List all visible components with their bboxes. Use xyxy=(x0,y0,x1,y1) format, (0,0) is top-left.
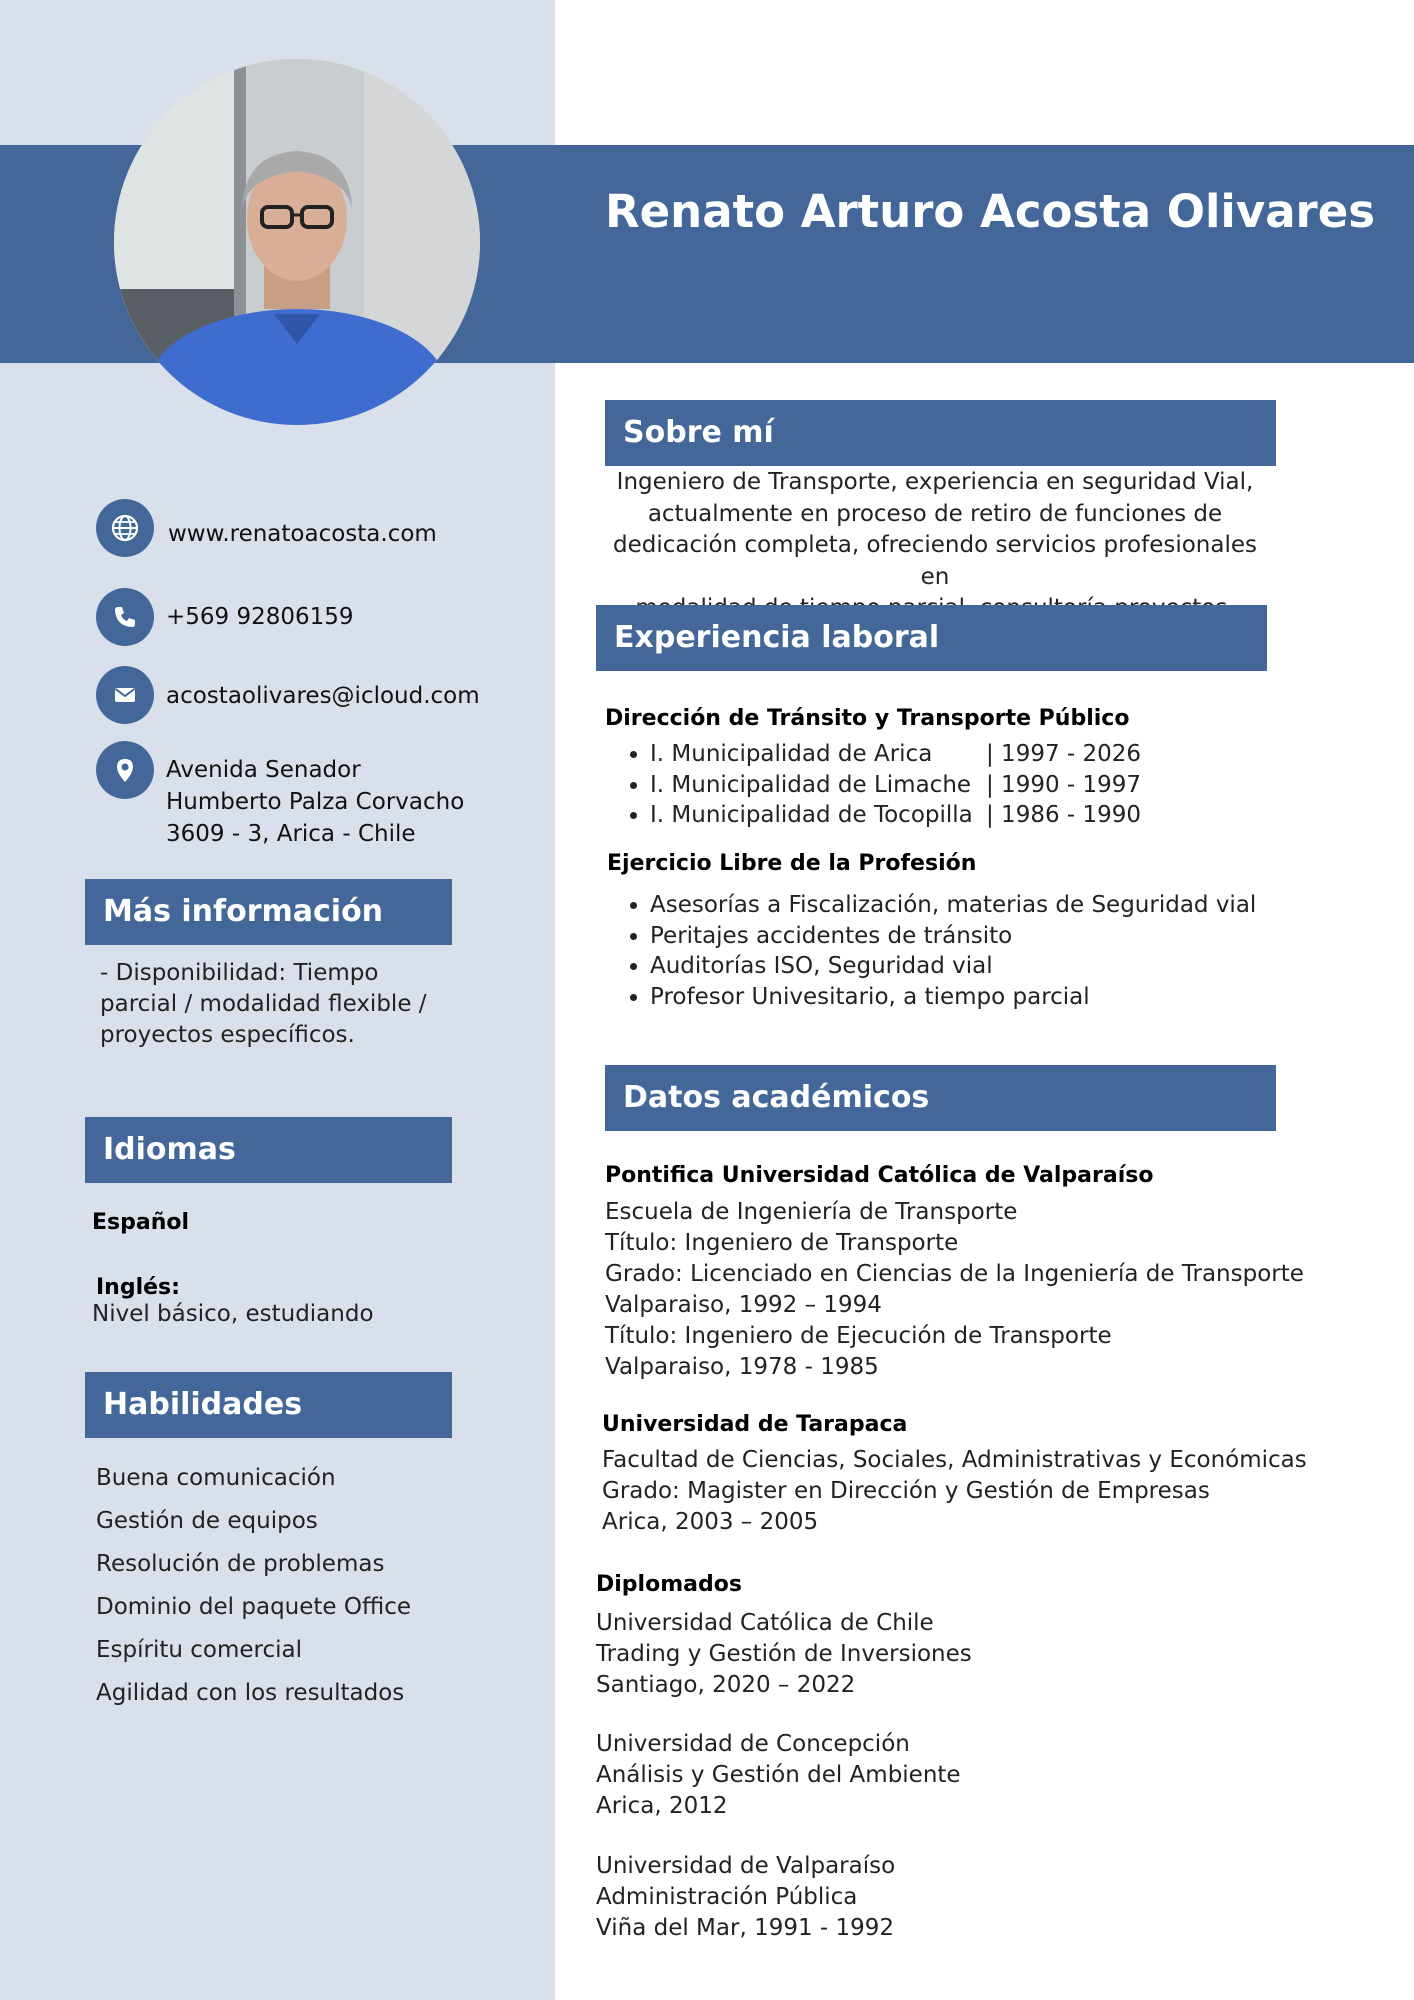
person-name: Renato Arturo Acosta Olivares xyxy=(605,185,1376,238)
detail-line: Título: Ingeniero de Transporte xyxy=(605,1230,959,1256)
experience-years: | 1997 - 2026 xyxy=(986,741,1142,767)
about-line: actualmente en proceso de retiro de funciones de xyxy=(647,500,1223,527)
mas-informacion-text xyxy=(100,958,427,1051)
diplomado-block xyxy=(596,1608,972,1701)
skill-item: Agilidad con los resultados xyxy=(96,1680,405,1706)
skill-item: Buena comunicación xyxy=(96,1465,336,1491)
detail-line: Título: Ingeniero de Ejecución de Transporte xyxy=(605,1323,1112,1349)
detail-line: Escuela de Ingeniería de Transporte xyxy=(605,1199,1018,1225)
skill-item: Resolución de problemas xyxy=(96,1551,385,1577)
list-item xyxy=(650,800,1141,831)
experience-place: I. Municipalidad de Tocopilla xyxy=(650,802,973,828)
language-english-level: Nivel básico, estudiando xyxy=(92,1301,374,1327)
address xyxy=(166,754,464,850)
university-details xyxy=(602,1445,1307,1538)
sobre-mi-text xyxy=(600,467,1270,625)
detail-line: Santiago, 2020 – 2022 xyxy=(596,1672,856,1698)
diplomado-block xyxy=(596,1851,895,1944)
detail-line: Análisis y Gestión del Ambiente xyxy=(596,1762,961,1788)
experience-group-title: Ejercicio Libre de la Profesión xyxy=(607,851,977,876)
detail-line: Valparaiso, 1992 – 1994 xyxy=(605,1292,882,1318)
university-details xyxy=(605,1197,1304,1383)
portrait-illustration xyxy=(114,59,480,425)
about-line: Ingeniero de Transporte, experiencia en seguridad Vial, xyxy=(616,469,1254,495)
university-title: Universidad de Tarapaca xyxy=(602,1412,908,1437)
diplomados-title: Diplomados xyxy=(596,1572,742,1597)
section-header-habilidades: Habilidades xyxy=(85,1372,452,1438)
university-title: Pontifica Universidad Católica de Valparaíso xyxy=(605,1163,1154,1188)
detail-line: Universidad de Concepción xyxy=(596,1731,910,1757)
detail-line: Administración Pública xyxy=(596,1884,858,1910)
mas-info-line: proyectos específicos. xyxy=(100,1022,355,1048)
list-item: • Auditorías ISO, Seguridad vial xyxy=(650,951,1256,982)
section-header-mas-informacion: Más información xyxy=(85,879,452,945)
section-header-idiomas: Idiomas xyxy=(85,1117,452,1183)
language-english: Inglés: xyxy=(96,1275,180,1300)
skill-item: Dominio del paquete Office xyxy=(96,1594,412,1620)
address-line: Humberto Palza Corvacho xyxy=(166,789,465,815)
experience-years: | 1986 - 1990 xyxy=(986,802,1142,828)
experience-list-ejercicio xyxy=(605,890,1256,1012)
language-spanish: Español xyxy=(92,1210,190,1235)
detail-line: Universidad Católica de Chile xyxy=(596,1610,934,1636)
detail-line: Grado: Licenciado en Ciencias de la Ingeniería de Transporte xyxy=(605,1261,1304,1287)
list-item xyxy=(650,770,1141,801)
section-header-experiencia: Experiencia laboral xyxy=(596,605,1267,671)
list-item xyxy=(650,739,1141,770)
website-link[interactable]: www.renatoacosta.com xyxy=(168,521,437,547)
location-pin-icon xyxy=(96,741,154,799)
detail-line: Valparaiso, 1978 - 1985 xyxy=(605,1354,879,1380)
section-header-datos-academicos: Datos académicos xyxy=(605,1065,1276,1131)
detail-line: Arica, 2012 xyxy=(596,1793,728,1819)
list-item: • Asesorías a Fiscalización, materias de Seguridad vial xyxy=(650,890,1256,921)
phone-number[interactable]: +569 92806159 xyxy=(166,604,354,630)
address-line: 3609 - 3, Arica - Chile xyxy=(166,821,416,847)
address-line: Avenida Senador xyxy=(166,757,361,783)
detail-line: Arica, 2003 – 2005 xyxy=(602,1509,819,1535)
list-item: • Profesor Univesitario, a tiempo parcial xyxy=(650,982,1256,1013)
about-line: dedicación completa, ofreciendo servicios profesionales en xyxy=(613,532,1257,590)
email-address[interactable]: acostaolivares@icloud.com xyxy=(166,683,480,709)
experience-place: I. Municipalidad de Arica xyxy=(650,741,933,767)
detail-line: Universidad de Valparaíso xyxy=(596,1853,896,1879)
skill-item: Espíritu comercial xyxy=(96,1637,303,1663)
mas-info-line: - Disponibilidad: Tiempo xyxy=(100,960,379,986)
list-item: • Peritajes accidentes de tránsito xyxy=(650,921,1256,952)
detail-line: Trading y Gestión de Inversiones xyxy=(596,1641,972,1667)
phone-icon xyxy=(96,588,154,646)
globe-icon xyxy=(96,499,154,557)
experience-years: | 1990 - 1997 xyxy=(986,771,1142,798)
section-header-sobre-mi: Sobre mí xyxy=(605,400,1276,466)
detail-line: Grado: Magister en Dirección y Gestión de Empresas xyxy=(602,1478,1210,1504)
mas-info-line: parcial / modalidad flexible / xyxy=(100,991,427,1017)
detail-line: Viña del Mar, 1991 - 1992 xyxy=(596,1915,895,1941)
profile-photo xyxy=(114,59,480,425)
diplomado-block xyxy=(596,1729,961,1822)
skill-item: Gestión de equipos xyxy=(96,1508,318,1534)
detail-line: Facultad de Ciencias, Sociales, Administrativas y Económicas xyxy=(602,1447,1307,1473)
experience-place: I. Municipalidad de Limache xyxy=(650,771,972,798)
experience-group-title: Dirección de Tránsito y Transporte Público xyxy=(605,706,1130,731)
experience-list-transito xyxy=(605,739,1141,831)
email-icon xyxy=(96,666,154,724)
